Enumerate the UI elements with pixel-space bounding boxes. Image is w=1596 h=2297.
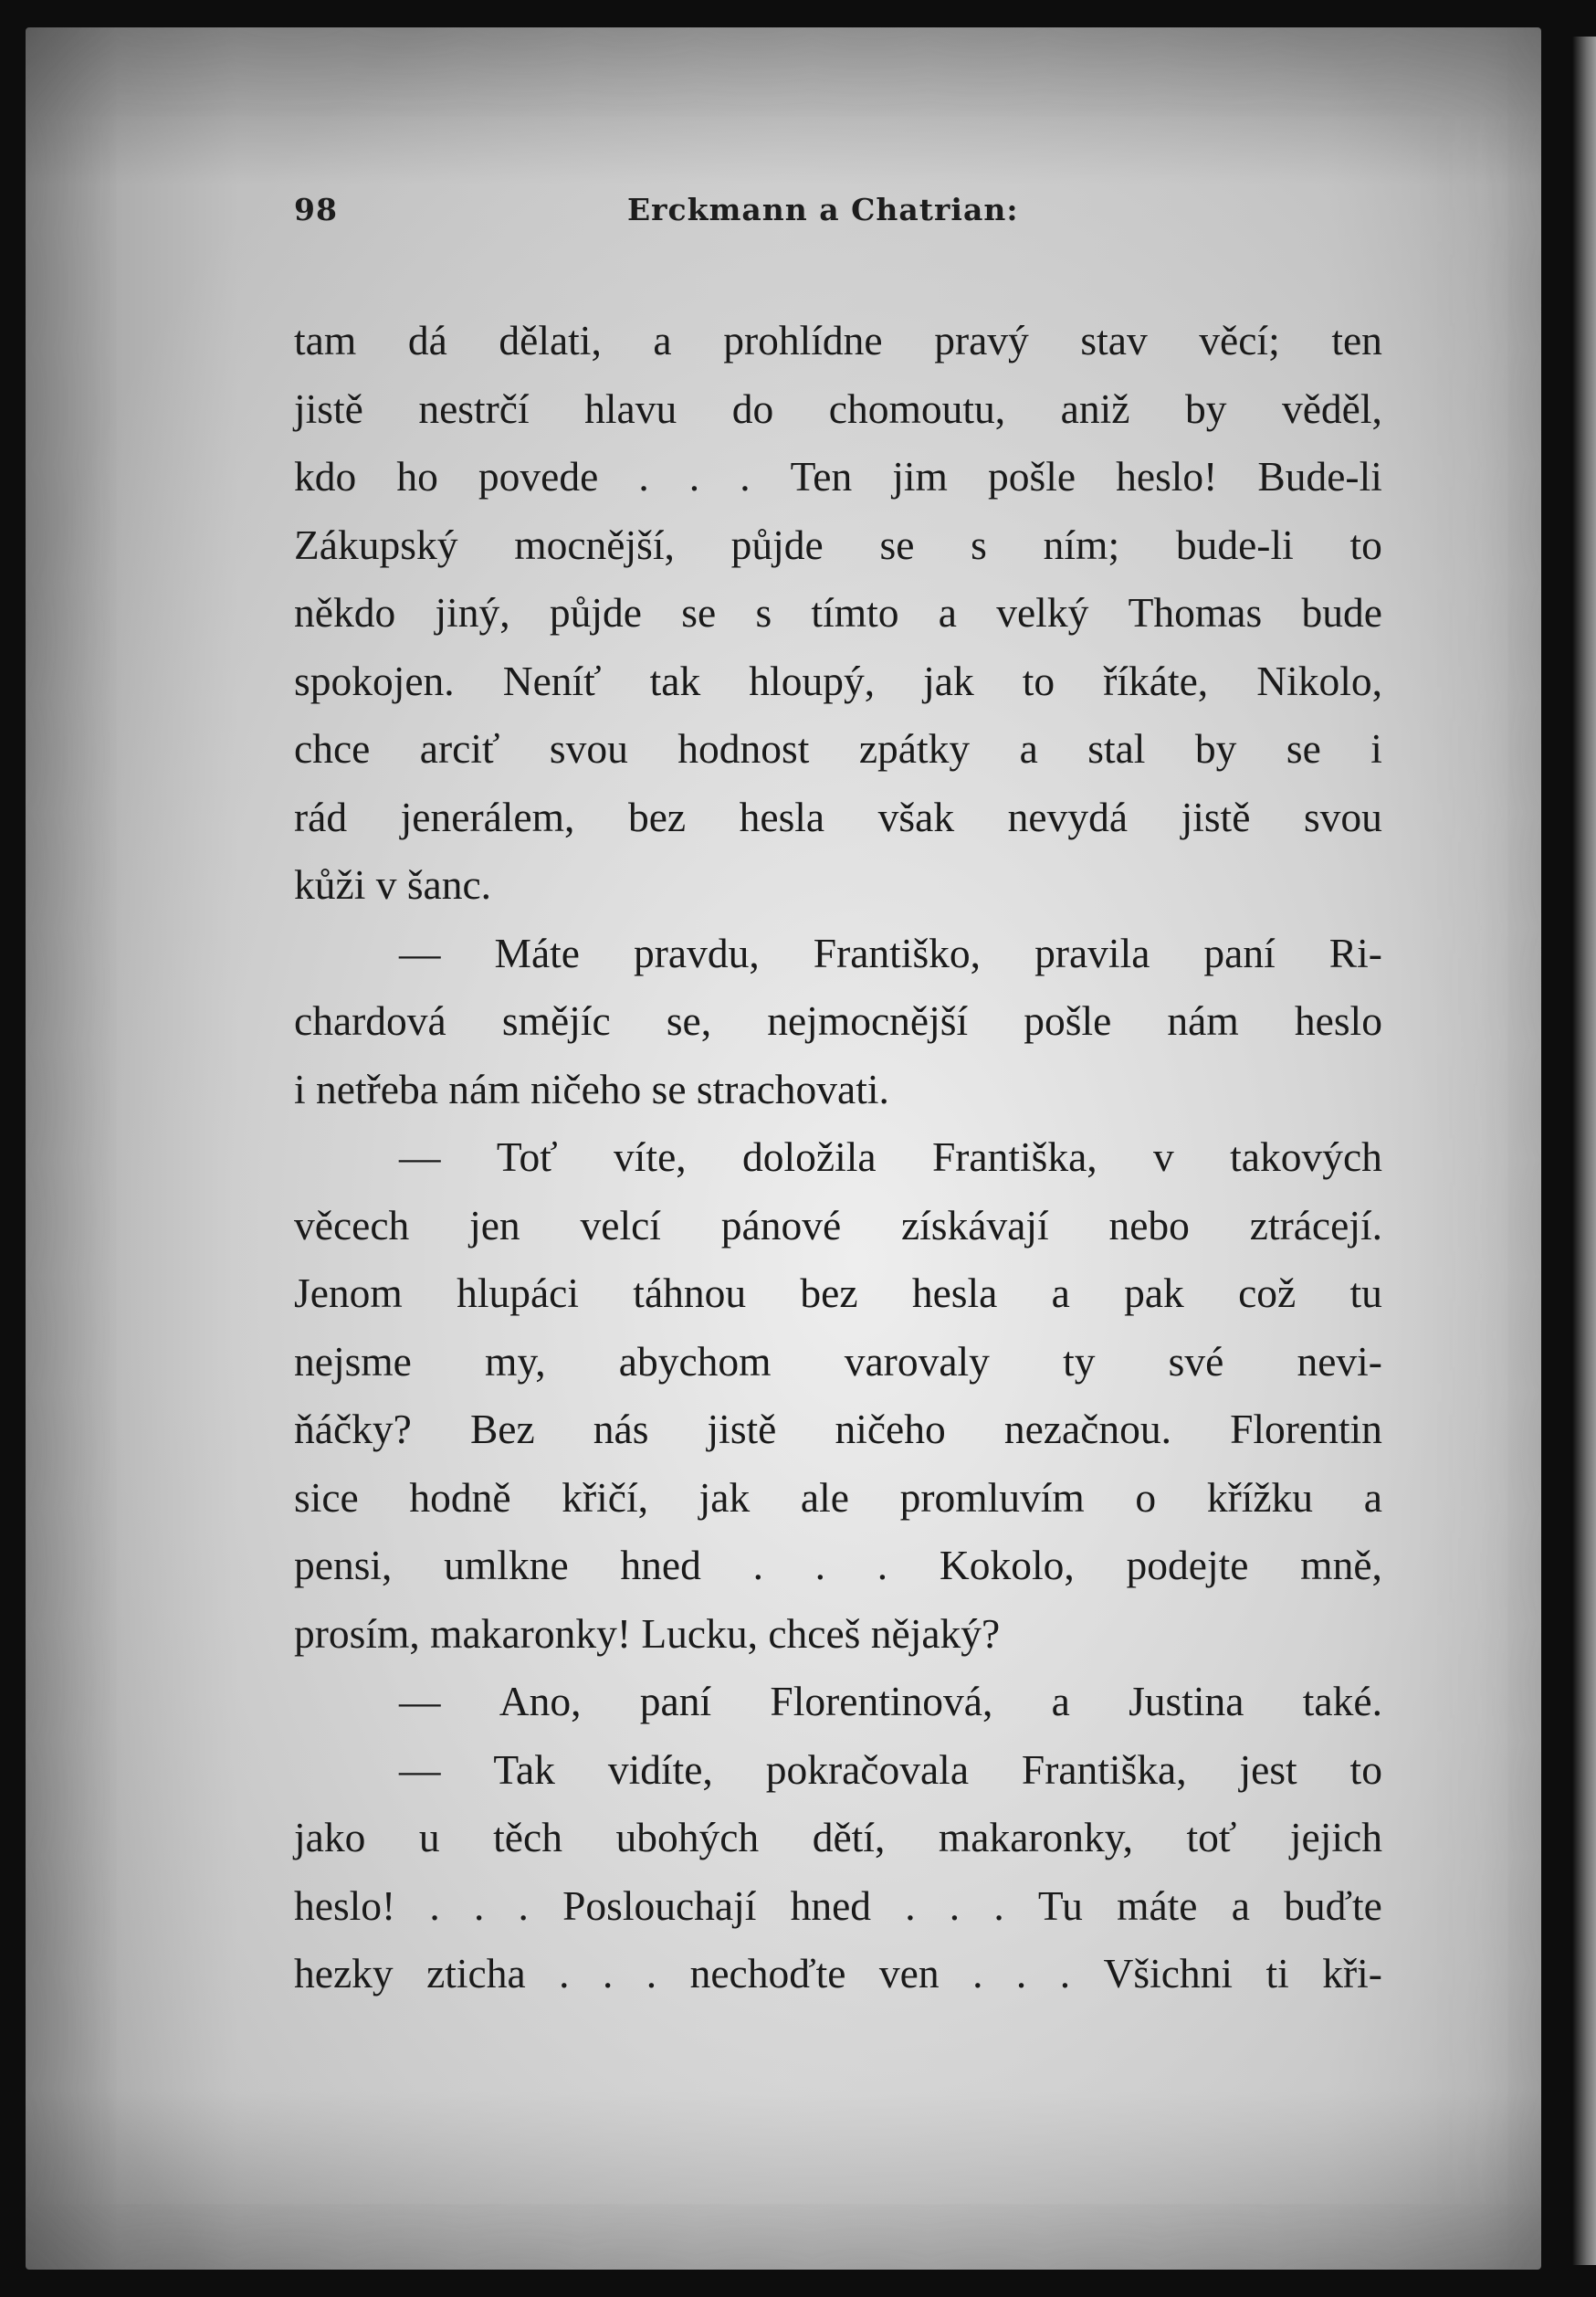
word: hlupáci [457, 1270, 580, 1316]
word: tak [649, 657, 701, 704]
word: . [688, 453, 700, 500]
word: . [518, 1881, 529, 1929]
text-line [294, 1940, 1382, 2008]
word: táhnou [633, 1270, 747, 1316]
word: pošle [1024, 997, 1112, 1044]
word: ti [1265, 1950, 1289, 1997]
word: s [755, 589, 772, 636]
word: . [740, 453, 751, 500]
text-line [294, 1532, 1382, 1600]
word: Jenom [294, 1270, 403, 1316]
word: . [814, 1542, 826, 1588]
word: rád [294, 793, 348, 840]
running-head: Erckmann a Chatrian: [627, 192, 1019, 227]
word: nestrčí [418, 385, 530, 432]
word: Bez [469, 1406, 535, 1452]
word: Františko, [813, 929, 982, 976]
word: nevi- [1297, 1337, 1382, 1385]
word: . [638, 453, 649, 500]
word: povede [478, 453, 599, 500]
word: a [1231, 1881, 1250, 1929]
word: jim [892, 453, 948, 500]
word: také. [1302, 1678, 1382, 1724]
text-line: prosím, makaronky! Lucku, chceš nějaký? [294, 1609, 1001, 1657]
word: ňáčky? [294, 1406, 412, 1452]
text-line [294, 784, 1382, 852]
word: Florentin [1230, 1406, 1382, 1452]
text-line [294, 920, 1382, 988]
word: a [938, 589, 957, 636]
word: hezky [294, 1950, 394, 1997]
word: pravý [934, 317, 1029, 364]
word: a [1051, 1270, 1070, 1316]
word: se [1286, 725, 1321, 772]
word: podejte [1126, 1542, 1249, 1588]
word: ubohých [615, 1814, 760, 1860]
word: — [399, 1678, 441, 1724]
word: mně, [1300, 1542, 1382, 1588]
word: hlavu [584, 385, 677, 432]
word: ním; [1043, 521, 1120, 568]
word: Máte [494, 929, 581, 976]
word: někdo [294, 589, 396, 636]
word: dělati, [499, 317, 602, 364]
word: makaronky, [938, 1814, 1133, 1860]
word: věděl, [1281, 385, 1382, 432]
word: buďte [1284, 1881, 1382, 1929]
word: se [879, 521, 915, 568]
word: dětí, [812, 1814, 886, 1860]
word: hned [790, 1881, 872, 1929]
text-line [294, 648, 1382, 716]
text-line [294, 307, 1382, 375]
word: tímto [811, 589, 899, 636]
word: Františka, [931, 1133, 1097, 1180]
word: pensi, [294, 1542, 393, 1588]
text-line [294, 579, 1382, 648]
word: svou [549, 725, 628, 772]
word: heslo! [294, 1881, 396, 1929]
word: hesla [911, 1270, 998, 1316]
word: nám [1167, 997, 1239, 1044]
word: víte, [614, 1133, 687, 1180]
body-text [294, 307, 1382, 2008]
word: Ri- [1328, 929, 1382, 976]
word: do [731, 385, 774, 432]
word: nebo [1108, 1201, 1190, 1249]
page-number: 98 [294, 192, 338, 227]
word: Kokolo, [939, 1542, 1075, 1588]
word: to [1349, 1745, 1382, 1793]
text-line [294, 1464, 1382, 1533]
word: a [653, 317, 672, 364]
word: Toť [496, 1133, 558, 1180]
word: heslo! [1116, 453, 1218, 500]
word: Františka, [1021, 1745, 1187, 1793]
word: v [1153, 1133, 1174, 1180]
word: velký [996, 589, 1089, 636]
text-line: kůži v šanc. [294, 861, 492, 908]
word: jest [1239, 1745, 1297, 1793]
word: . [993, 1881, 1004, 1929]
word: a [1019, 725, 1038, 772]
text-line [294, 1396, 1382, 1464]
word: nechoďte [689, 1950, 846, 1997]
text-line [294, 1259, 1382, 1328]
word: . [429, 1881, 440, 1929]
word: pošle [988, 453, 1076, 500]
word: hloupý, [749, 657, 876, 704]
word: . [559, 1950, 570, 1997]
word: takových [1230, 1133, 1382, 1180]
word: půjde [549, 589, 642, 636]
word: . [1059, 1950, 1071, 1997]
word: hned [620, 1542, 701, 1588]
word: ven [878, 1950, 940, 1997]
word: tam [294, 317, 357, 364]
word: — [399, 1745, 441, 1793]
word: jiný, [435, 589, 510, 636]
word: . [1015, 1950, 1027, 1997]
word: a [1051, 1678, 1070, 1724]
word: nejsme [294, 1337, 412, 1385]
word: to [1022, 657, 1055, 704]
word: hodně [409, 1473, 511, 1521]
word: Ten [790, 453, 853, 500]
word: o [1135, 1473, 1157, 1521]
word: — [399, 929, 441, 976]
word: máte [1117, 1881, 1198, 1929]
word: Bude-li [1257, 453, 1382, 500]
word: arciť [419, 725, 500, 772]
word: to [1349, 521, 1382, 568]
word: těch [493, 1814, 562, 1860]
word: ztrácejí. [1249, 1201, 1382, 1249]
word: toť [1186, 1814, 1237, 1860]
text-line [294, 1804, 1382, 1872]
word: se [681, 589, 717, 636]
word: říkáte, [1103, 657, 1209, 704]
text-line [294, 375, 1382, 444]
word: jako [294, 1814, 366, 1860]
word: Tu [1037, 1881, 1083, 1929]
text-line [294, 1123, 1382, 1192]
word: získávají [900, 1201, 1049, 1249]
word: Zákupský [294, 521, 458, 568]
text-line [294, 1192, 1382, 1260]
word: paní [1203, 929, 1276, 976]
word: bude [1301, 589, 1382, 636]
word: jak [698, 1473, 751, 1521]
word: . [905, 1881, 916, 1929]
word: sice [294, 1473, 359, 1521]
word: Ano, [499, 1678, 582, 1724]
word: hodnost [677, 725, 810, 772]
word: mocnější, [514, 521, 675, 568]
word: promluvím [899, 1473, 1085, 1521]
word: zpátky [858, 725, 971, 772]
word: u [418, 1814, 440, 1860]
word: jejich [1289, 1814, 1382, 1860]
word: pánové [720, 1201, 842, 1249]
word: ho [396, 453, 438, 500]
word: pravila [1034, 929, 1150, 976]
word: heslo [1294, 997, 1382, 1044]
adjacent-page-edge [1572, 37, 1596, 2265]
word: varovaly [844, 1337, 990, 1385]
word: jen [469, 1201, 520, 1249]
text-line: i netřeba nám ničeho se strachovati. [294, 1065, 889, 1112]
word: jistě [707, 1406, 777, 1452]
word: se, [666, 997, 712, 1044]
word: vidíte, [607, 1745, 713, 1793]
word: Justina [1129, 1678, 1244, 1724]
word: půjde [730, 521, 824, 568]
text-line [294, 715, 1382, 784]
word: tu [1349, 1270, 1382, 1316]
word: ty [1063, 1337, 1096, 1385]
word: my, [485, 1337, 546, 1385]
word: jenerálem, [400, 793, 575, 840]
word: jistě [294, 385, 363, 432]
word: — [399, 1133, 441, 1180]
word: věcech [294, 1201, 410, 1249]
word: stal [1087, 725, 1146, 772]
text-line [294, 443, 1382, 511]
word: spokojen. [294, 657, 455, 704]
word: pak [1124, 1270, 1184, 1316]
page-header [294, 192, 1043, 237]
word: . [602, 1950, 614, 1997]
word: . [972, 1950, 983, 1997]
word: abychom [618, 1337, 772, 1385]
word: Thomas [1128, 589, 1263, 636]
word: chce [294, 725, 371, 772]
word: zticha [426, 1950, 526, 1997]
text-line [294, 1328, 1382, 1396]
word: kdo [294, 453, 357, 500]
word: stav [1080, 317, 1148, 364]
word: chomoutu, [828, 385, 1006, 432]
word: umlkne [444, 1542, 569, 1588]
word: křičí, [562, 1473, 648, 1521]
word: i [1370, 725, 1382, 772]
word: nejmocnější [767, 997, 969, 1044]
word: velcí [580, 1201, 661, 1249]
word: Florentinová, [770, 1678, 993, 1724]
word: a [1363, 1473, 1382, 1521]
text-line [294, 1668, 1382, 1736]
text-line [294, 1736, 1382, 1805]
word: Nikolo, [1256, 657, 1382, 704]
word: hesla [739, 793, 825, 840]
word: . [473, 1881, 485, 1929]
word: prohlídne [723, 317, 883, 364]
text-line [294, 511, 1382, 580]
word: by [1194, 725, 1237, 772]
word: což [1238, 1270, 1297, 1316]
word: Tak [493, 1745, 555, 1793]
word: bez [627, 793, 687, 840]
word: Všichni [1103, 1950, 1234, 1997]
text-line [294, 1872, 1382, 1941]
word: kři- [1322, 1950, 1382, 1997]
word: křížku [1206, 1473, 1314, 1521]
word: však [877, 793, 955, 840]
text-line [294, 987, 1382, 1056]
word: bez [800, 1270, 858, 1316]
word: by [1184, 385, 1227, 432]
word: nevydá [1007, 793, 1129, 840]
word: aniž [1060, 385, 1130, 432]
word: doložila [742, 1133, 877, 1180]
word: ale [800, 1473, 849, 1521]
word: ničeho [835, 1406, 946, 1452]
word: svou [1303, 793, 1382, 840]
word: ten [1331, 317, 1382, 364]
word: pokračovala [765, 1745, 970, 1793]
word: věcí; [1199, 317, 1280, 364]
word: nás [593, 1406, 649, 1452]
word: Neníť [502, 657, 602, 704]
word: . [877, 1542, 888, 1588]
word: . [646, 1950, 657, 1997]
word: pravdu, [634, 929, 760, 976]
word: dá [407, 317, 447, 364]
word: chardová [294, 997, 446, 1044]
word: Poslouchají [562, 1881, 757, 1929]
word: jistě [1181, 793, 1251, 840]
word: jak [923, 657, 974, 704]
word: s [971, 521, 987, 568]
word: své [1168, 1337, 1224, 1385]
word: nezačnou. [1003, 1406, 1171, 1452]
word: . [949, 1881, 961, 1929]
word: . [752, 1542, 763, 1588]
word: bude-li [1175, 521, 1294, 568]
word: smějíc [501, 997, 611, 1044]
word: paní [639, 1678, 712, 1724]
